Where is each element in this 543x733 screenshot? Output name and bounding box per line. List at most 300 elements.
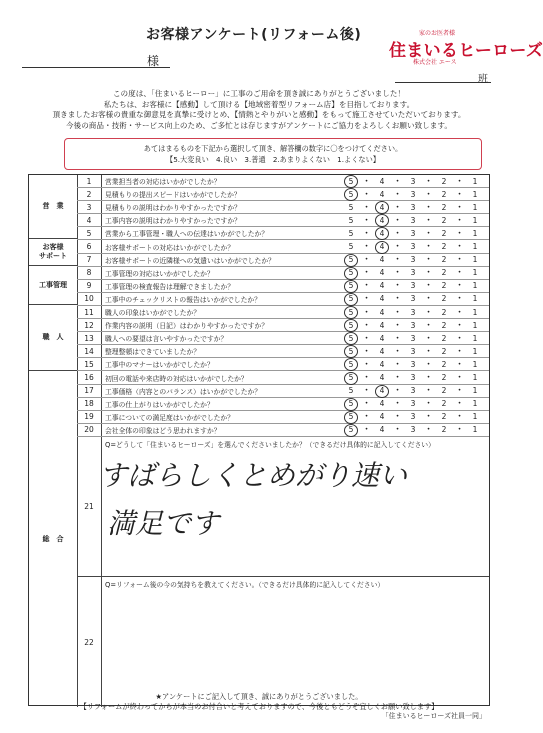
- rating-option-1[interactable]: 1: [472, 373, 478, 383]
- rating-scale: [345, 227, 489, 239]
- separator-dot: •: [426, 269, 431, 277]
- rating-option-5[interactable]: 5: [348, 228, 354, 238]
- rating-option-5[interactable]: 5: [348, 189, 354, 199]
- rating-option-5[interactable]: 5: [348, 294, 354, 304]
- rating-option-5[interactable]: 5: [348, 215, 354, 225]
- instruction-line: あてはまるものを下記から選択して頂き、解答欄の数字に〇をつけてください。: [143, 144, 403, 153]
- rating-option-4[interactable]: 4: [379, 176, 385, 186]
- rating-option-1[interactable]: 1: [472, 412, 478, 422]
- rating-option-1[interactable]: 1: [472, 346, 478, 356]
- separator-dot: •: [395, 269, 400, 277]
- logo-tagline: 家のお医者様: [419, 30, 456, 37]
- question-row: [77, 241, 489, 254]
- rating-option-1[interactable]: 1: [472, 176, 478, 186]
- rating-option-4[interactable]: 4: [379, 228, 385, 238]
- question-number: 15: [84, 359, 94, 369]
- question-number: 21: [84, 502, 94, 511]
- separator-dot: •: [395, 177, 400, 185]
- question-text: 職人の印象はいかがでしたか？: [105, 309, 201, 318]
- rating-scale: [345, 372, 489, 384]
- separator-dot: •: [457, 295, 462, 303]
- separator-dot: •: [395, 374, 400, 382]
- rating-option-2[interactable]: 2: [441, 176, 447, 186]
- separator-dot: •: [426, 256, 431, 264]
- intro-line: 私たちは、お客様に【感動】して頂ける【地域密着型リフォーム店】を目指しております。: [103, 99, 415, 109]
- separator-dot: •: [395, 360, 400, 368]
- question-text: 営業担当者の対応はいかがでしたか？: [105, 178, 221, 187]
- separator-dot: •: [457, 400, 462, 408]
- separator-dot: •: [457, 177, 462, 185]
- rating-option-3[interactable]: 3: [410, 346, 416, 356]
- separator-dot: •: [395, 400, 400, 408]
- rating-option-2[interactable]: 2: [441, 412, 447, 422]
- separator-dot: •: [426, 387, 431, 395]
- rating-option-5[interactable]: 5: [348, 386, 354, 396]
- selected-rating-circle: [344, 188, 358, 201]
- rating-scale: [345, 254, 489, 266]
- selected-rating-circle: [375, 241, 389, 254]
- selected-rating-circle: [344, 306, 358, 319]
- rating-option-5[interactable]: 5: [348, 333, 354, 343]
- separator-dot: •: [364, 387, 369, 395]
- question-row: [77, 411, 489, 424]
- rating-option-1[interactable]: 1: [472, 320, 478, 330]
- handwritten-answer: [97, 451, 417, 555]
- separator-dot: •: [426, 282, 431, 290]
- question-22-row: [77, 577, 489, 707]
- separator-dot: •: [426, 216, 431, 224]
- question-text: 工事の仕上がりはいかがでしたか？: [105, 400, 214, 409]
- separator-dot: •: [364, 308, 369, 316]
- question-number: 4: [86, 215, 92, 225]
- separator-dot: •: [426, 400, 431, 408]
- rating-option-2[interactable]: 2: [441, 320, 447, 330]
- rating-scale: [345, 358, 489, 370]
- separator-dot: •: [395, 347, 400, 355]
- question-number: 2: [86, 189, 92, 199]
- rating-option-1[interactable]: 1: [472, 255, 478, 265]
- intro-line: 今後の商品・技術・サービス向上のため、ご多忙とは存じますがアンケートにご協力をよろしくお願い致します。: [66, 120, 452, 130]
- question-22-text: Q=リフォーム後の今の気持ちを教えてください。（できるだけ具体的に記入してください）: [105, 581, 385, 589]
- rating-scale: [345, 188, 489, 200]
- category-overall: 総 合: [42, 534, 64, 543]
- rating-option-2[interactable]: 2: [441, 215, 447, 225]
- rating-scale: [345, 293, 489, 305]
- rating-legend: 【5.大変良い 4.良い 3.普通 2.あまりよくない 1.よくない】: [166, 155, 380, 164]
- rating-option-4[interactable]: 4: [379, 281, 385, 291]
- rating-option-3[interactable]: 3: [410, 281, 416, 291]
- rating-option-1[interactable]: 1: [472, 242, 478, 252]
- separator-dot: •: [364, 203, 369, 211]
- question-row: [77, 214, 489, 227]
- rating-option-2[interactable]: 2: [441, 386, 447, 396]
- rating-option-1[interactable]: 1: [472, 294, 478, 304]
- rating-scale: [345, 201, 489, 213]
- question-number: 14: [84, 346, 94, 356]
- rating-option-2[interactable]: 2: [441, 359, 447, 369]
- question-number: 13: [84, 333, 94, 343]
- separator-dot: •: [426, 426, 431, 434]
- rating-option-2[interactable]: 2: [441, 268, 447, 278]
- question-number: 16: [84, 373, 94, 383]
- footer-thanks: ★アンケートにご記入して頂き、誠にありがとうございました。: [155, 692, 363, 701]
- separator-dot: •: [426, 334, 431, 342]
- question-text: 工事中のマナーはいかがでしたか？: [105, 361, 214, 370]
- question-row: [77, 188, 489, 201]
- separator-dot: •: [395, 308, 400, 316]
- question-row: [77, 385, 489, 398]
- rating-scale: [345, 385, 489, 397]
- rating-option-3[interactable]: 3: [410, 176, 416, 186]
- question-number: 1: [86, 176, 92, 186]
- question-text: 見積もりの説明はわかりやすかったですか？: [105, 204, 241, 213]
- rating-option-4[interactable]: 4: [379, 242, 385, 252]
- question-row: [77, 175, 489, 188]
- separator-dot: •: [364, 321, 369, 329]
- rating-option-4[interactable]: 4: [379, 399, 385, 409]
- separator-dot: •: [364, 229, 369, 237]
- rating-option-4[interactable]: 4: [379, 320, 385, 330]
- separator-dot: •: [395, 295, 400, 303]
- rating-scale: [345, 424, 489, 436]
- separator-dot: •: [395, 387, 400, 395]
- rating-option-5[interactable]: 5: [348, 399, 354, 409]
- rating-option-1[interactable]: 1: [472, 281, 478, 291]
- rating-option-4[interactable]: 4: [379, 189, 385, 199]
- rating-option-4[interactable]: 4: [379, 333, 385, 343]
- question-text: 工事管理の検査報告は理解できましたか？: [105, 282, 235, 291]
- question-row: [77, 319, 489, 332]
- rating-option-2[interactable]: 2: [441, 255, 447, 265]
- selected-rating-circle: [344, 175, 358, 188]
- company-logo: [385, 28, 543, 66]
- separator-dot: •: [457, 216, 462, 224]
- separator-dot: •: [426, 177, 431, 185]
- rating-option-5[interactable]: 5: [348, 268, 354, 278]
- category-craftsmen: 職 人: [29, 305, 77, 371]
- instruction-box: [64, 138, 482, 170]
- question-text: 工事価格（内容とのバランス）はいかがでしたか？: [105, 387, 262, 396]
- question-number: 7: [86, 255, 92, 265]
- question-number: 19: [84, 412, 94, 422]
- rating-option-5[interactable]: 5: [348, 346, 354, 356]
- separator-dot: •: [395, 282, 400, 290]
- question-number: 3: [86, 202, 92, 212]
- question-text: お客様サポートの対応はいかがでしたか？: [105, 243, 235, 252]
- rating-option-4[interactable]: 4: [379, 386, 385, 396]
- rating-scale: [345, 267, 489, 279]
- question-row: [77, 306, 489, 319]
- honorific: 様: [147, 54, 160, 68]
- question-text: 作業内容の説明（日記）はわかりやすかったですか？: [105, 322, 269, 331]
- team-label: 班: [478, 74, 488, 85]
- separator-dot: •: [426, 190, 431, 198]
- separator-dot: •: [364, 190, 369, 198]
- separator-dot: •: [395, 321, 400, 329]
- separator-dot: •: [364, 269, 369, 277]
- rating-option-1[interactable]: 1: [472, 333, 478, 343]
- question-text: 工事内容の説明はわかりやすかったですか？: [105, 217, 241, 226]
- rating-option-2[interactable]: 2: [441, 399, 447, 409]
- rating-option-1[interactable]: 1: [472, 189, 478, 199]
- selected-rating-circle: [375, 385, 389, 398]
- separator-dot: •: [426, 413, 431, 421]
- page-title: お客様アンケート(リフォーム後): [146, 27, 362, 43]
- separator-dot: •: [457, 269, 462, 277]
- separator-dot: •: [457, 308, 462, 316]
- rating-option-1[interactable]: 1: [472, 228, 478, 238]
- separator-dot: •: [395, 203, 400, 211]
- rating-option-5[interactable]: 5: [348, 320, 354, 330]
- question-row: [77, 372, 489, 385]
- separator-dot: •: [457, 347, 462, 355]
- question-row: [77, 254, 489, 267]
- rating-option-5[interactable]: 5: [348, 255, 354, 265]
- rating-option-5[interactable]: 5: [348, 176, 354, 186]
- rating-option-2[interactable]: 2: [441, 242, 447, 252]
- rating-option-1[interactable]: 1: [472, 215, 478, 225]
- rating-option-2[interactable]: 2: [441, 346, 447, 356]
- rating-option-4[interactable]: 4: [379, 307, 385, 317]
- selected-rating-circle: [344, 267, 358, 280]
- question-number: 5: [86, 228, 92, 238]
- rating-option-2[interactable]: 2: [441, 333, 447, 343]
- question-number: 9: [86, 281, 92, 291]
- separator-dot: •: [364, 334, 369, 342]
- category-support: お客様 サポート: [29, 239, 77, 266]
- rating-option-3[interactable]: 3: [410, 359, 416, 369]
- question-text: お客様サポートの近隣様への気遣いはいかがでしたか？: [105, 256, 275, 265]
- rating-option-3[interactable]: 3: [410, 228, 416, 238]
- rating-option-5[interactable]: 5: [348, 202, 354, 212]
- rating-option-3[interactable]: 3: [410, 255, 416, 265]
- rating-option-3[interactable]: 3: [410, 320, 416, 330]
- question-number: 8: [86, 268, 92, 278]
- category-construction-management: 工事管理: [29, 266, 77, 305]
- separator-dot: •: [457, 229, 462, 237]
- rating-option-4[interactable]: 4: [379, 255, 385, 265]
- question-number: 12: [84, 320, 94, 330]
- intro-text: [30, 89, 488, 131]
- rating-option-5[interactable]: 5: [348, 307, 354, 317]
- rating-option-3[interactable]: 3: [410, 386, 416, 396]
- rating-option-2[interactable]: 2: [441, 425, 447, 435]
- rating-option-5[interactable]: 5: [348, 281, 354, 291]
- rating-option-2[interactable]: 2: [441, 228, 447, 238]
- rating-option-1[interactable]: 1: [472, 202, 478, 212]
- rating-scale: [345, 306, 489, 318]
- selected-rating-circle: [344, 424, 358, 437]
- rating-option-3[interactable]: 3: [410, 333, 416, 343]
- rating-option-3[interactable]: 3: [410, 202, 416, 212]
- separator-dot: •: [364, 360, 369, 368]
- separator-dot: •: [457, 203, 462, 211]
- separator-dot: •: [457, 256, 462, 264]
- separator-dot: •: [364, 426, 369, 434]
- separator-dot: •: [457, 374, 462, 382]
- rating-option-4[interactable]: 4: [379, 202, 385, 212]
- selected-rating-circle: [344, 319, 358, 332]
- question-text: 工事管理の対応はいかがでしたか？: [105, 269, 214, 278]
- rating-option-3[interactable]: 3: [410, 307, 416, 317]
- question-text: 工事中のチェックリストの報告はいかがでしたか？: [105, 295, 261, 304]
- selected-rating-circle: [344, 280, 358, 293]
- separator-dot: •: [395, 216, 400, 224]
- rating-option-3[interactable]: 3: [410, 189, 416, 199]
- question-number: 20: [84, 425, 94, 435]
- rating-scale: [345, 214, 489, 226]
- rating-scale: [345, 411, 489, 423]
- question-text: 営業から工事管理・職人への伝達はいかがでしたか？: [105, 230, 269, 239]
- rating-option-2[interactable]: 2: [441, 281, 447, 291]
- selected-rating-circle: [344, 398, 358, 411]
- question-row: [77, 293, 489, 306]
- question-row: [77, 424, 489, 437]
- question-number: 11: [84, 307, 94, 317]
- separator-dot: •: [426, 360, 431, 368]
- separator-dot: •: [457, 360, 462, 368]
- question-text: 初回の電話や来店時の対応はいかがでしたか？: [105, 374, 248, 383]
- rating-option-4[interactable]: 4: [379, 215, 385, 225]
- separator-dot: •: [395, 243, 400, 251]
- selected-rating-circle: [344, 293, 358, 306]
- separator-dot: •: [395, 426, 400, 434]
- rating-option-4[interactable]: 4: [379, 373, 385, 383]
- question-21-text: Q=どうして「住まいるヒーローズ」を選んでくださいましたか？（できるだけ具体的に記入してください）: [105, 441, 435, 449]
- handwritten-line-1: すばらしくとめがり速い: [99, 459, 408, 492]
- separator-dot: •: [364, 243, 369, 251]
- separator-dot: •: [364, 347, 369, 355]
- separator-dot: •: [426, 229, 431, 237]
- question-row: [77, 267, 489, 280]
- separator-dot: •: [395, 256, 400, 264]
- rating-scale: [345, 398, 489, 410]
- selected-rating-circle: [344, 254, 358, 267]
- rating-option-1[interactable]: 1: [472, 386, 478, 396]
- separator-dot: •: [426, 203, 431, 211]
- rating-option-3[interactable]: 3: [410, 215, 416, 225]
- rating-option-4[interactable]: 4: [379, 294, 385, 304]
- question-number: 17: [84, 386, 94, 396]
- separator-dot: •: [426, 295, 431, 303]
- separator-dot: •: [395, 413, 400, 421]
- rating-option-1[interactable]: 1: [472, 399, 478, 409]
- separator-dot: •: [457, 426, 462, 434]
- rating-option-4[interactable]: 4: [379, 425, 385, 435]
- rating-option-4[interactable]: 4: [379, 412, 385, 422]
- question-text: 整理整頓はできていましたか？: [105, 348, 201, 357]
- rating-scale: [345, 345, 489, 357]
- separator-dot: •: [426, 321, 431, 329]
- rating-scale: [345, 319, 489, 331]
- rating-option-3[interactable]: 3: [410, 294, 416, 304]
- question-number: 10: [84, 294, 94, 304]
- rating-option-5[interactable]: 5: [348, 425, 354, 435]
- question-text: 見積もりの提出スピードはいかがでしたか？: [105, 191, 241, 200]
- rating-scale: [345, 332, 489, 344]
- rating-option-3[interactable]: 3: [410, 242, 416, 252]
- rating-option-5[interactable]: 5: [348, 373, 354, 383]
- rating-option-4[interactable]: 4: [379, 346, 385, 356]
- separator-dot: •: [426, 243, 431, 251]
- rating-scale: [345, 241, 489, 253]
- rating-option-3[interactable]: 3: [410, 268, 416, 278]
- separator-dot: •: [395, 190, 400, 198]
- separator-dot: •: [457, 334, 462, 342]
- separator-dot: •: [364, 413, 369, 421]
- separator-dot: •: [426, 347, 431, 355]
- question-number: 6: [86, 242, 92, 252]
- rating-option-5[interactable]: 5: [348, 242, 354, 252]
- separator-dot: •: [457, 243, 462, 251]
- question-row: [77, 280, 489, 293]
- separator-dot: •: [457, 190, 462, 198]
- separator-dot: •: [364, 400, 369, 408]
- rating-scale: [345, 280, 489, 292]
- rating-option-3[interactable]: 3: [410, 412, 416, 422]
- question-row: [77, 358, 489, 371]
- rating-option-1[interactable]: 1: [472, 425, 478, 435]
- rating-option-2[interactable]: 2: [441, 307, 447, 317]
- separator-dot: •: [426, 308, 431, 316]
- rating-option-4[interactable]: 4: [379, 268, 385, 278]
- rating-option-1[interactable]: 1: [472, 307, 478, 317]
- rating-option-4[interactable]: 4: [379, 359, 385, 369]
- question-number: 18: [84, 399, 94, 409]
- question-text: 会社全体の印象はどう思われますか？: [105, 426, 221, 435]
- rating-option-1[interactable]: 1: [472, 359, 478, 369]
- intro-line: 頂きましたお客様の貴重な御意見を真摯に受けとめ、【情熱とやりがいと感動】をもって施工させていただいております。: [52, 110, 466, 119]
- question-row: [77, 227, 489, 240]
- question-text: 職人への要望は言いやすかったですか？: [105, 335, 228, 344]
- footer-message: 【リフォームが終わってからが本当のお付合いと考えておりますので、今後ともどうぞ宜しくお願い致します】: [79, 702, 439, 711]
- question-row: [77, 345, 489, 358]
- category-sales: 営 業: [29, 175, 77, 239]
- logo-mark: 住まいるヒーローズ: [389, 41, 543, 61]
- selected-rating-circle: [344, 372, 358, 385]
- footer: [28, 692, 490, 720]
- rating-option-2[interactable]: 2: [441, 189, 447, 199]
- rating-option-2[interactable]: 2: [441, 373, 447, 383]
- question-number: 22: [84, 637, 94, 647]
- rating-option-2[interactable]: 2: [441, 294, 447, 304]
- rating-option-5[interactable]: 5: [348, 412, 354, 422]
- footer-signature: 「住まいるヒーローズ社員一同」: [381, 712, 486, 720]
- rating-option-3[interactable]: 3: [410, 399, 416, 409]
- separator-dot: •: [364, 177, 369, 185]
- rating-option-5[interactable]: 5: [348, 359, 354, 369]
- question-row: [77, 332, 489, 345]
- question-text: 工事についての満足度はいかがでしたか？: [105, 413, 235, 422]
- separator-dot: •: [457, 282, 462, 290]
- rating-scale: [345, 175, 489, 187]
- separator-dot: •: [457, 387, 462, 395]
- logo-company: 株式会社 エース: [413, 59, 457, 66]
- separator-dot: •: [457, 321, 462, 329]
- intro-line: この度は、「住まいるヒーロー」に工事のご用命を頂き誠にありがとうございました！: [112, 89, 406, 98]
- rating-option-2[interactable]: 2: [441, 202, 447, 212]
- separator-dot: •: [364, 256, 369, 264]
- separator-dot: •: [364, 374, 369, 382]
- separator-dot: •: [457, 413, 462, 421]
- question-21-row: [77, 437, 489, 577]
- rating-option-3[interactable]: 3: [410, 373, 416, 383]
- rating-option-3[interactable]: 3: [410, 425, 416, 435]
- selected-rating-circle: [344, 411, 358, 424]
- rating-option-1[interactable]: 1: [472, 268, 478, 278]
- team-line: [395, 82, 491, 83]
- separator-dot: •: [364, 216, 369, 224]
